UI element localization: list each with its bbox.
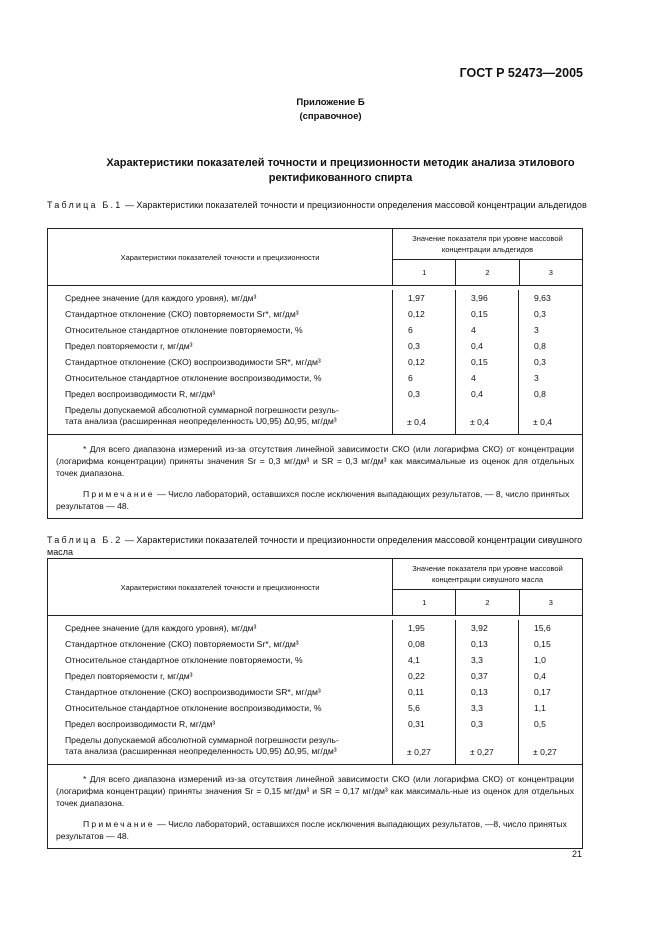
row-label: Пределы допускаемой абсолютной суммарной погрешности резуль- тата анализа (расширенная неопределенность U0,95) Δ0,95, мг/дм³ (65, 405, 339, 426)
row-value: 0,15 (471, 357, 488, 367)
table-header (48, 229, 582, 286)
table-b2 (47, 558, 583, 849)
row-value: 0,15 (471, 309, 488, 319)
row-label: Предел повторяемости r, мг/дм³ (65, 340, 193, 351)
note-label: Примечание (83, 819, 155, 829)
row-label: Среднее значение (для каждого уровня), мг/дм³ (65, 622, 257, 633)
table-caption (47, 199, 587, 211)
row-value: 3,92 (471, 623, 488, 633)
table-row (48, 620, 582, 636)
row-value: 0,4 (471, 341, 483, 351)
table-header (48, 559, 582, 616)
header-level-3: 3 (519, 590, 582, 615)
row-label: Относительное стандартное отклонение повторяемости, % (65, 654, 303, 665)
table-row (48, 354, 582, 370)
header-level-1: 1 (422, 598, 427, 607)
header-characteristics: Характеристики показателей точности и прецизионности (48, 559, 393, 615)
row-value: 4 (471, 373, 476, 383)
table-row (48, 290, 582, 306)
note-text: — Число лабораторий, оставшихся после исключения выпадающих результатов, — 8, число принятых результатов — 48. (56, 489, 570, 511)
header-value-group: Значение показателя при уровне массовой концентрации альдегидов (393, 229, 582, 260)
row-value: 0,12 (408, 309, 425, 319)
row-value: ± 0,27 (470, 747, 494, 757)
table-row (48, 338, 582, 354)
table-note (56, 488, 574, 512)
row-value: 0,17 (534, 687, 551, 697)
table-row (48, 636, 582, 652)
table-row (48, 370, 582, 386)
table-caption-text: — Характеристики показателей точности и прецизионности определения массовой концентрации сивушного масла (47, 535, 583, 557)
standard-id: ГОСТ Р 52473—2005 (459, 66, 583, 80)
table-row (48, 684, 582, 700)
row-label: Предел воспроизводимости R, мг/дм³ (65, 718, 216, 729)
row-value: 1,95 (408, 623, 425, 633)
table-row (48, 306, 582, 322)
row-value: 4 (471, 325, 476, 335)
row-value: 0,5 (534, 719, 546, 729)
row-value: 0,12 (408, 357, 425, 367)
row-value: 0,3 (471, 719, 483, 729)
row-label: Относительное стандартное отклонение повторяемости, % (65, 324, 303, 335)
row-value: ± 0,27 (533, 747, 557, 757)
header-level-1: 1 (422, 268, 427, 277)
table-row (48, 716, 582, 732)
header-value-group: Значение показателя при уровне массовой концентрации сивушного масла (393, 559, 582, 590)
row-value: 0,4 (471, 389, 483, 399)
header-level-2: 2 (455, 260, 518, 285)
header-level-3: 3 (519, 260, 582, 285)
table-footnote: * Для всего диапазона измерений из-за отсутствия линейной зависимости СКО (или логарифма СКО) от концентрации (логарифма концентрации) приняты значения Sr = 0,3 мг/дм³ и SR = 0,3 мг/дм³ как максимальные из оценок для отдельных точек диапазона. (56, 444, 574, 478)
row-value: 1,97 (408, 293, 425, 303)
annex-heading (0, 96, 661, 124)
row-label: Предел воспроизводимости R, мг/дм³ (65, 388, 216, 399)
row-label: Относительное стандартное отклонение воспроизводимости, % (65, 702, 322, 713)
row-value: 6 (408, 373, 413, 383)
row-value: 5,6 (408, 703, 420, 713)
row-value: 6 (408, 325, 413, 335)
annex-title: Приложение Б (296, 97, 365, 108)
table-note (56, 818, 574, 842)
row-value: ± 0,4 (470, 417, 490, 427)
row-label: Пределы допускаемой абсолютной суммарной погрешности резуль- тата анализа (расширенная неопределенность U0,95) Δ0,95, мг/дм³ (65, 735, 339, 756)
table-body (48, 290, 582, 435)
row-value: 3,3 (471, 703, 483, 713)
row-value: 3,3 (471, 655, 483, 665)
row-value: 0,22 (408, 671, 425, 681)
table-caption-prefix: Таблица Б.1 (47, 200, 123, 210)
row-label: Стандартное отклонение (СКО) воспроизводимости SR*, мг/дм³ (65, 356, 321, 367)
row-value: 4,1 (408, 655, 420, 665)
row-value: 0,08 (408, 639, 425, 649)
table-notes (48, 435, 582, 518)
table-row (48, 402, 582, 429)
table-caption-prefix: Таблица Б.2 (47, 535, 123, 545)
row-value: 0,31 (408, 719, 425, 729)
row-label: Предел повторяемости r, мг/дм³ (65, 670, 193, 681)
row-value: 0,11 (408, 687, 425, 697)
page-number: 21 (571, 849, 582, 859)
row-value: 0,3 (408, 341, 420, 351)
header-characteristics: Характеристики показателей точности и прецизионности (48, 229, 393, 285)
header-level-2: 2 (455, 590, 518, 615)
row-value: 3 (534, 373, 539, 383)
row-value: 0,13 (471, 639, 488, 649)
row-value: 1,0 (534, 655, 546, 665)
row-label: Среднее значение (для каждого уровня), мг/дм³ (65, 292, 257, 303)
row-value: ± 0,4 (533, 417, 553, 427)
document-title: Характеристики показателей точности и прецизионности методик анализа этилового ректификованного спирта (106, 157, 575, 184)
annex-subtitle: (справочное) (299, 111, 362, 122)
row-value: 0,15 (534, 639, 551, 649)
row-label: Стандартное отклонение (СКО) воспроизводимости SR*, мг/дм³ (65, 686, 321, 697)
row-value: ± 0,4 (407, 417, 427, 427)
table-caption-text: — Характеристики показателей точности и прецизионности определения массовой концентрации альдегидов (122, 200, 587, 210)
row-value: 9,63 (534, 293, 551, 303)
row-value: ± 0,27 (407, 747, 431, 757)
note-text: — Число лабораторий, оставшихся после исключения выпадающих результатов, —8, число принятых результатов — 48. (56, 819, 567, 841)
row-value: 0,37 (471, 671, 488, 681)
row-value: 0,3 (408, 389, 420, 399)
row-value: 15,6 (534, 623, 551, 633)
row-value: 0,13 (471, 687, 488, 697)
row-value: 3,96 (471, 293, 488, 303)
row-value: 0,8 (534, 389, 546, 399)
row-value: 0,8 (534, 341, 546, 351)
table-caption (47, 534, 587, 558)
table-row (48, 322, 582, 338)
table-row (48, 732, 582, 759)
table-footnote: * Для всего диапазона измерений из-за отсутствия линейной зависимости СКО (или логарифма СКО) от концентрации (логарифма концентрации) приняты значения Sr = 0,15 мг/дм³ и SR = 0,17 мг/дм³ как максималь-ные из оценок для отдельных точек диапазона. (56, 774, 574, 808)
row-value: 3 (534, 325, 539, 335)
table-row (48, 652, 582, 668)
row-label: Относительное стандартное отклонение воспроизводимости, % (65, 372, 322, 383)
table-row (48, 700, 582, 716)
table-row (48, 386, 582, 402)
row-label: Стандартное отклонение (СКО) повторяемости Sr*, мг/дм³ (65, 308, 299, 319)
note-label: Примечание (83, 489, 155, 499)
table-row (48, 668, 582, 684)
table-b1 (47, 228, 583, 519)
row-value: 1,1 (534, 703, 546, 713)
row-value: 0,3 (534, 357, 546, 367)
table-body (48, 620, 582, 765)
row-label: Стандартное отклонение (СКО) повторяемости Sr*, мг/дм³ (65, 638, 299, 649)
table-notes (48, 765, 582, 848)
row-value: 0,3 (534, 309, 546, 319)
row-value: 0,4 (534, 671, 546, 681)
